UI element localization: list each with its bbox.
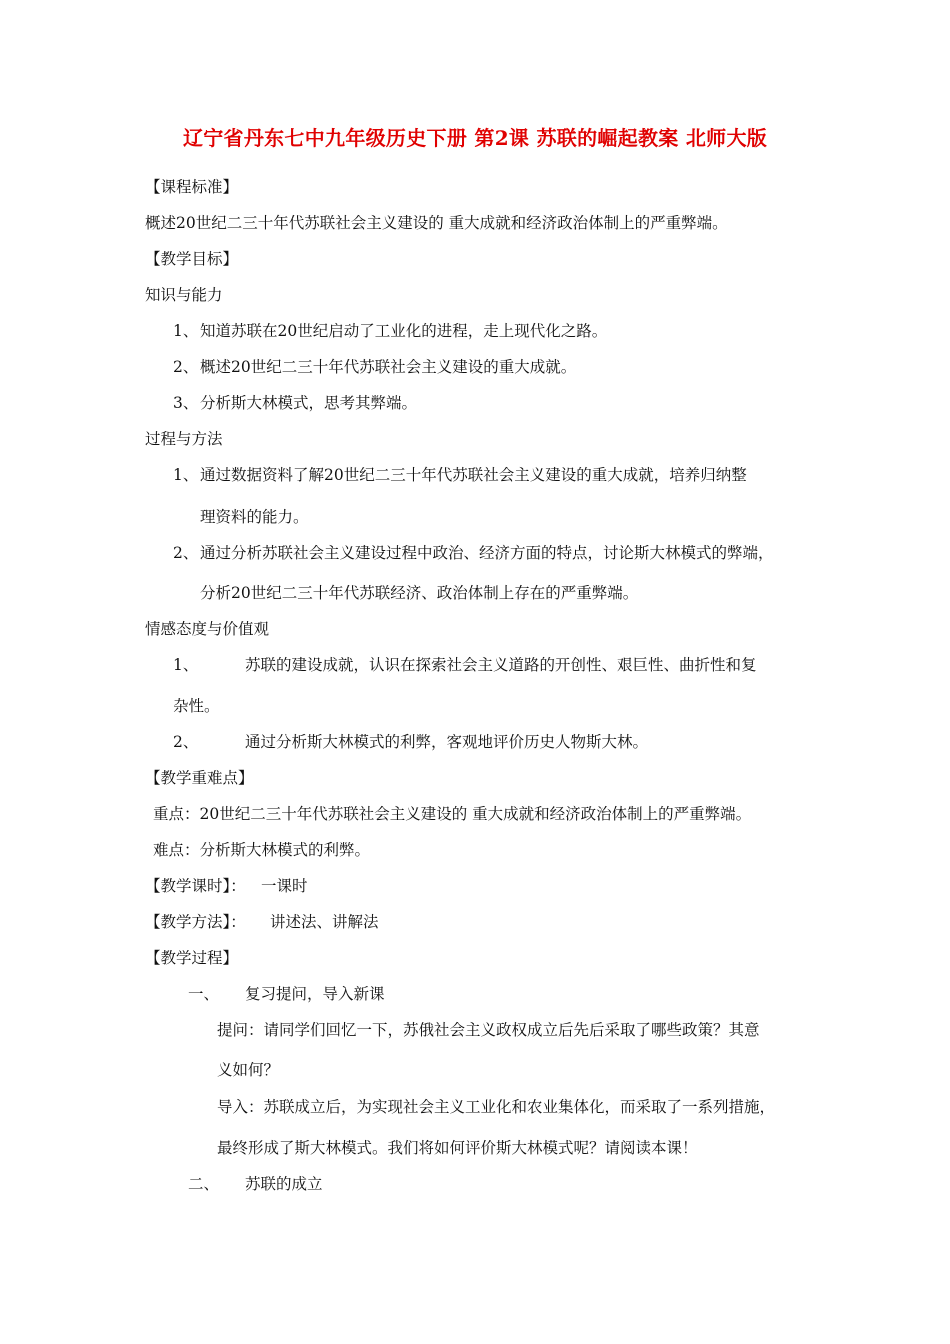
emotion-item-text: 苏联的建设成就，认识在探索社会主义道路的开创性、艰巨性、曲折性和复	[245, 656, 757, 674]
heading-class-hours: 【教学课时】：	[145, 877, 246, 895]
knowledge-item-text: 概述20世纪二三十年代苏联社会主义建设的重大成就。	[200, 358, 577, 376]
document-title: 辽宁省丹东七中九年级历史下册 第2课 苏联的崛起教案 北师大版	[182, 126, 768, 150]
process-item-continuation: 理资料的能力。	[200, 508, 309, 526]
heading-key-difficult-points: 【教学重难点】	[145, 769, 254, 787]
intro-text: 导入：苏联成立后，为实现社会主义工业化和农业集体化，而采取了一系列措施，	[217, 1098, 776, 1116]
intro-continuation: 最终形成了斯大林模式。我们将如何评价斯大林模式呢？请阅读本课！	[217, 1139, 698, 1157]
subheading-knowledge: 知识与能力	[145, 286, 223, 304]
knowledge-item-num: 2、	[173, 358, 199, 376]
review-question-continuation: 义如何？	[217, 1061, 280, 1079]
emotion-item-continuation: 杂性。	[173, 697, 220, 715]
emotion-item-num: 1、	[173, 656, 199, 674]
key-point-text: 重点：20世纪二三十年代苏联社会主义建设的 重大成就和经济政治体制上的严重弊端。	[153, 805, 752, 823]
subheading-process-method: 过程与方法	[145, 430, 223, 448]
heading-teaching-process: 【教学过程】	[145, 949, 239, 967]
process-step-num: 一、	[188, 985, 220, 1003]
process-item-num: 2、	[173, 544, 199, 562]
process-item-text: 通过分析苏联社会主义建设过程中政治、经济方面的特点，讨论斯大林模式的弊端，	[200, 544, 774, 562]
process-item-continuation: 分析20世纪二三十年代苏联经济、政治体制上存在的严重弊端。	[200, 584, 639, 602]
difficult-point-text: 难点：分析斯大林模式的利弊。	[153, 841, 371, 859]
heading-course-standard: 【课程标准】	[145, 178, 239, 196]
process-item-text: 通过数据资料了解20世纪二三十年代苏联社会主义建设的重大成就，培养归纳整	[200, 466, 747, 484]
process-step-label: 苏联的成立	[245, 1175, 323, 1193]
teaching-method-value: 讲述法、讲解法	[270, 913, 379, 931]
emotion-item-text: 通过分析斯大林模式的利弊，客观地评价历史人物斯大林。	[245, 733, 649, 751]
heading-teaching-goals: 【教学目标】	[145, 250, 239, 268]
subheading-emotion-values: 情感态度与价值观	[145, 620, 270, 638]
process-item-num: 1、	[173, 466, 199, 484]
knowledge-item-text: 分析斯大林模式，思考其弊端。	[200, 394, 418, 412]
heading-teaching-method: 【教学方法】：	[145, 913, 246, 931]
knowledge-item-num: 1、	[173, 322, 199, 340]
review-question-text: 提问：请同学们回忆一下，苏俄社会主义政权成立后先后采取了哪些政策？其意	[217, 1021, 760, 1039]
knowledge-item-text: 知道苏联在20世纪启动了工业化的进程，走上现代化之路。	[200, 322, 608, 340]
course-standard-text: 概述20世纪二三十年代苏联社会主义建设的 重大成就和经济政治体制上的严重弊端。	[145, 214, 728, 232]
class-hours-value: 一课时	[261, 877, 308, 895]
emotion-item-num: 2、	[173, 733, 199, 751]
knowledge-item-num: 3、	[173, 394, 199, 412]
process-step-label: 复习提问，导入新课	[245, 985, 385, 1003]
process-step-num: 二、	[188, 1175, 220, 1193]
